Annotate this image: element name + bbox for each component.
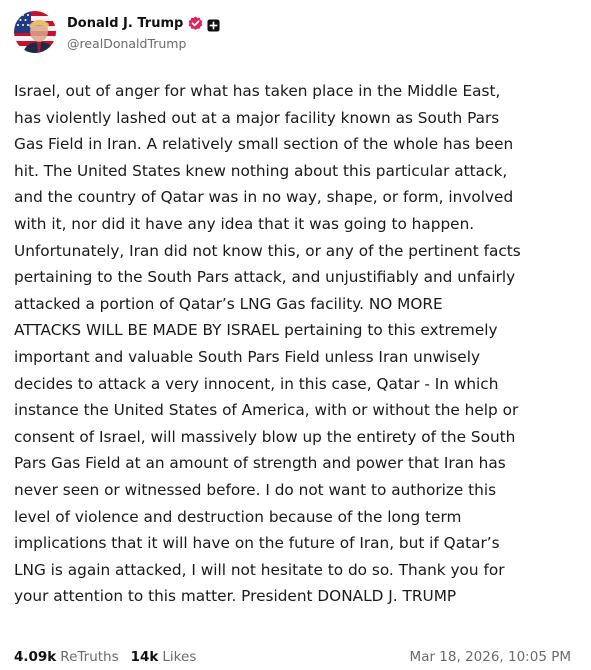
likes-stat[interactable] — [131, 649, 197, 665]
verified-badge-icon — [188, 16, 203, 31]
post-footer — [14, 646, 571, 668]
post-header — [14, 10, 220, 54]
author-identity — [67, 14, 220, 51]
retruths-stat[interactable] — [14, 649, 119, 665]
retruths-count: 4.09k — [14, 649, 57, 665]
author-display-name[interactable]: Donald J. Trump — [67, 16, 184, 31]
plus-square-icon — [207, 17, 220, 30]
retruths-label: ReTruths — [60, 649, 119, 665]
likes-count: 14k — [130, 649, 159, 665]
flag-portrait-avatar-icon — [14, 11, 56, 53]
author-handle[interactable]: @realDonaldTrump — [67, 35, 187, 51]
likes-label: Likes — [162, 649, 197, 665]
author-avatar[interactable] — [14, 11, 56, 53]
post-timestamp[interactable]: Mar 18, 2026, 10:05 PM — [409, 649, 571, 665]
author-name-row — [67, 14, 220, 34]
post-body-text: Israel, out of anger for what has taken place in the Middle East, has violently lashed out at a major facility known as South Pars Gas Field in Iran. A relatively small section of the whole has been hit. The United States knew nothing about this particular attack, and the country of Qatar was in no way, shape, or form, involved with it, nor did it have any idea that it was going to happen. Unfortunately, Iran did not know this, or any of the pertinent facts pertaining to the South Pars attack, and unjustifiably and unfairly attacked a portion of Qatar’s LNG Gas facility. NO MORE ATTACKS WILL BE MADE BY ISRAEL pertaining to this extremely important and valuable South Pars Field unless Iran unwisely decides to attack a very innocent, in this case, Qatar - In which instance the United States of America, with or without the help or consent of Israel, will massively blow up the entirety of the South Pars Gas Field at an amount of strength and power that Iran has never seen or witnessed before. I do not want to authorize this level of violence and destruction because of the long term implications that it will have on the future of Iran, but if Qatar’s LNG is again attacked, I will not hesitate to do so. Thank you for your attention to this matter. President DONALD J. TRUMP — [14, 82, 521, 606]
